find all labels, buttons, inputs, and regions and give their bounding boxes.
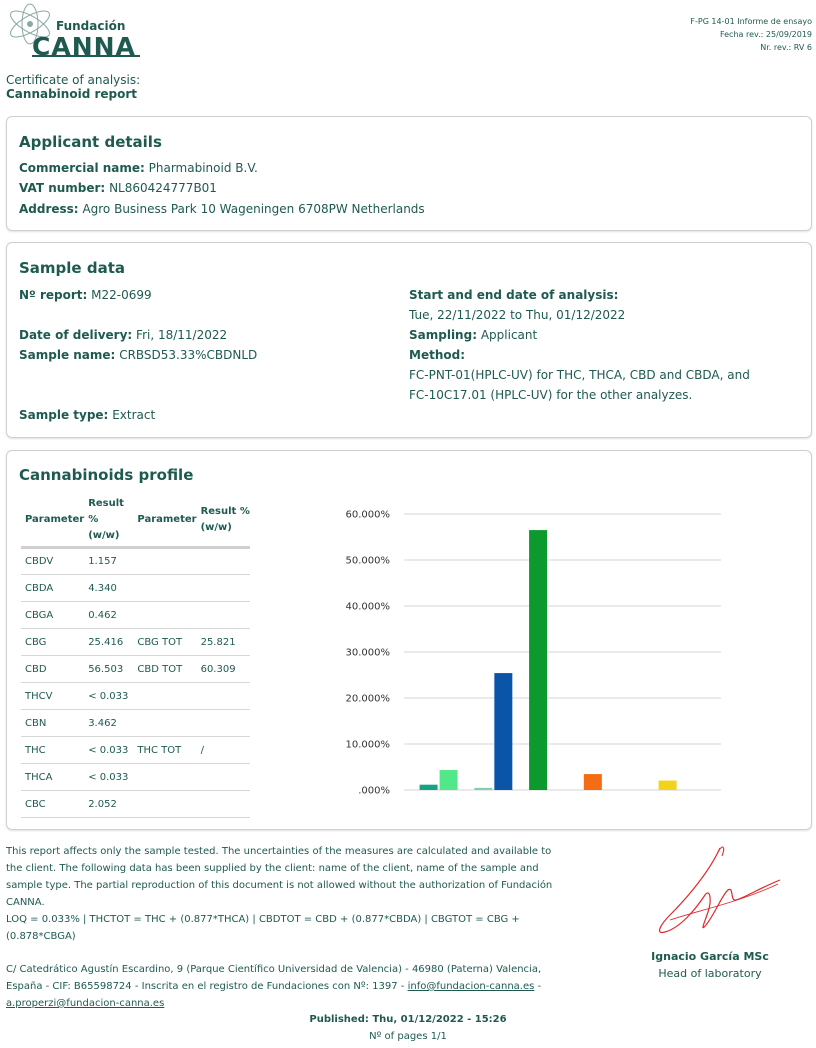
bar-cbd <box>529 530 547 790</box>
address <box>19 199 425 219</box>
col-parameter: Parameter <box>21 494 84 548</box>
applicant-details-box <box>6 116 812 231</box>
table-row <box>21 683 250 710</box>
table-cell-result2 <box>197 764 250 791</box>
email-link-properzi[interactable]: a.properzi@fundacion-canna.es <box>6 998 165 1009</box>
table-cell-result2: / <box>197 737 250 764</box>
table-cell-result2 <box>197 710 250 737</box>
logo-canna-text: CANNA <box>32 32 136 61</box>
col-result-2: Result % (w/w) <box>197 494 250 548</box>
footer <box>0 1011 816 1045</box>
table-cell-param: CBN <box>21 710 84 737</box>
table-cell-param: THCV <box>21 683 84 710</box>
analysis-dates-label-text: Start and end date of analysis: <box>409 288 619 302</box>
page-count: Nº of pages 1/1 <box>369 1031 447 1042</box>
y-tick-label: 40.000% <box>345 601 390 613</box>
table-cell-param: THCA <box>21 764 84 791</box>
vat-number <box>19 178 217 198</box>
table-row <box>21 764 250 791</box>
commercial-name-label: Commercial name: <box>19 161 145 175</box>
sample-type <box>19 405 155 425</box>
delivery-label: Date of delivery: <box>19 328 133 342</box>
signatory <box>620 948 800 982</box>
table-cell-param: CBD <box>21 656 84 683</box>
table-cell-param2 <box>133 548 196 575</box>
delivery-date <box>19 325 227 345</box>
analysis-dates-label <box>409 285 618 305</box>
table-cell-param2: CBG TOT <box>133 629 196 656</box>
logo <box>4 2 144 64</box>
table-cell-param2 <box>133 764 196 791</box>
table-row <box>21 548 250 575</box>
certificate-title <box>6 73 140 101</box>
table-cell-result: 0.462 <box>84 602 133 629</box>
table-cell-param2 <box>133 602 196 629</box>
y-tick-label: 60.000% <box>345 509 390 521</box>
bar-cbdv <box>420 785 438 790</box>
table-cell-result2 <box>197 548 250 575</box>
document-info <box>690 15 812 54</box>
table-cell-result: 1.157 <box>84 548 133 575</box>
bar-cbc <box>659 781 677 790</box>
signature-icon <box>650 840 790 940</box>
table-row <box>21 575 250 602</box>
bar-cbda <box>440 770 458 790</box>
table-cell-param: CBC <box>21 791 84 818</box>
cannabinoids-profile-box <box>6 450 812 830</box>
cannabinoid-table <box>21 494 250 818</box>
report-value: M22-0699 <box>91 288 152 302</box>
table-row <box>21 737 250 764</box>
cannabinoid-bar-chart <box>329 496 729 801</box>
sample-name-label: Sample name: <box>19 348 116 362</box>
y-tick-label: 50.000% <box>345 555 390 567</box>
table-cell-result2 <box>197 575 250 602</box>
method-label-text: Method: <box>409 348 465 362</box>
y-tick-label: 30.000% <box>345 647 390 659</box>
table-cell-param2 <box>133 683 196 710</box>
vat-label: VAT number: <box>19 181 106 195</box>
table-cell-result: 3.462 <box>84 710 133 737</box>
email-link-info[interactable]: info@fundacion-canna.es <box>407 981 535 992</box>
table-cell-param: THC <box>21 737 84 764</box>
table-cell-param2 <box>133 710 196 737</box>
delivery-value: Fri, 18/11/2022 <box>136 328 228 342</box>
sample-data-box <box>6 242 812 438</box>
table-row <box>21 791 250 818</box>
table-cell-result2: 60.309 <box>197 656 250 683</box>
logo-foundation-text: Fundación <box>56 19 126 33</box>
table-cell-result: < 0.033 <box>84 737 133 764</box>
bar-cbg <box>494 673 512 790</box>
report-number <box>19 285 152 305</box>
bar-cbn <box>584 774 602 790</box>
commercial-name <box>19 158 258 178</box>
applicant-heading: Applicant details <box>19 133 162 151</box>
table-cell-result2: 25.821 <box>197 629 250 656</box>
profile-heading: Cannabinoids profile <box>19 466 194 484</box>
certificate-line1: Certificate of analysis: <box>6 73 141 87</box>
sampling <box>409 325 537 345</box>
revision-number: Nr. rev.: RV 6 <box>760 43 812 52</box>
vat-value: NL860424777B01 <box>109 181 217 195</box>
table-cell-result2 <box>197 683 250 710</box>
col-result: Result % (w/w) <box>84 494 133 548</box>
sample-name-value: CRBSD53.33%CBDNLD <box>119 348 258 362</box>
signatory-name: Ignacio García MSc <box>651 950 769 963</box>
address-line2: España - CIF: B65598724 - Inscrita en el registro de Fundaciones con Nº: 1397 - info@fundacion-canna.es - <box>6 981 542 992</box>
table-row <box>21 602 250 629</box>
sampling-value: Applicant <box>480 328 538 342</box>
method-line1: FC-PNT-01(HPLC-UV) for THC, THCA, CBD and CBDA, and <box>409 368 750 382</box>
table-cell-param: CBGA <box>21 602 84 629</box>
address-line3 <box>6 995 606 1012</box>
table-cell-param2 <box>133 575 196 602</box>
sampling-label: Sampling: <box>409 328 477 342</box>
y-tick-label: .000% <box>358 785 390 797</box>
table-cell-result: 25.416 <box>84 629 133 656</box>
table-cell-param: CBDV <box>21 548 84 575</box>
sample-name <box>19 345 257 365</box>
method-label <box>409 345 465 365</box>
revision-date: Fecha rev.: 25/09/2019 <box>719 30 812 39</box>
note-line: LOQ = 0.033% | THCTOT = THC + (0.877*THCA) | CBDTOT = CBD + (0.877*CBDA) | CBGTOT = CBG + <box>6 914 520 925</box>
report-notes <box>6 843 606 945</box>
sample-heading: Sample data <box>19 259 125 277</box>
table-cell-param2 <box>133 791 196 818</box>
table-row <box>21 710 250 737</box>
note-line: CANNA. <box>6 897 45 908</box>
certificate-line2: Cannabinoid report <box>6 87 138 101</box>
organization-address <box>6 961 606 1012</box>
table-cell-result: 2.052 <box>84 791 133 818</box>
col-parameter-2: Parameter <box>133 494 196 548</box>
table-row <box>21 656 250 683</box>
sample-type-label: Sample type: <box>19 408 109 422</box>
table-cell-param: CBG <box>21 629 84 656</box>
table-row <box>21 629 250 656</box>
published-date: Published: Thu, 01/12/2022 - 15:26 <box>309 1014 507 1025</box>
sample-type-value: Extract <box>112 408 156 422</box>
commercial-name-value: Pharmabinoid B.V. <box>148 161 258 175</box>
report-label: Nº report: <box>19 288 88 302</box>
note-line: the client. The following data has been supplied by the client: name of the client, name of the sample and <box>6 863 539 874</box>
table-cell-param2: CBD TOT <box>133 656 196 683</box>
table-cell-result: < 0.033 <box>84 764 133 791</box>
address-value: Agro Business Park 10 Wageningen 6708PW Netherlands <box>82 202 425 216</box>
table-cell-result2 <box>197 602 250 629</box>
table-cell-param2: THC TOT <box>133 737 196 764</box>
table-cell-result: < 0.033 <box>84 683 133 710</box>
y-tick-label: 20.000% <box>345 693 390 705</box>
table-cell-result: 4.340 <box>84 575 133 602</box>
table-cell-param: CBDA <box>21 575 84 602</box>
doc-code: F-PG 14-01 Informe de ensayo <box>690 17 812 26</box>
analysis-dates-value: Tue, 22/11/2022 to Thu, 01/12/2022 <box>409 308 626 322</box>
bar-cbga <box>474 788 492 790</box>
note-line: This report affects only the sample tested. The uncertainties of the measures are calculated and available to <box>6 846 552 857</box>
signatory-role: Head of laboratory <box>658 967 762 980</box>
y-tick-label: 10.000% <box>345 739 390 751</box>
table-header-row <box>21 494 250 548</box>
method-line2: FC-10C17.01 (HPLC-UV) for the other analyzes. <box>409 388 693 402</box>
address-line1: C/ Catedrático Agustín Escardino, 9 (Parque Científico Universidad de Valencia) - 46980 (Paterna) Valencia, <box>6 964 542 975</box>
table-cell-result2 <box>197 791 250 818</box>
table-cell-result: 56.503 <box>84 656 133 683</box>
note-line: (0.878*CBGA) <box>6 931 76 942</box>
note-line: sample type. The partial reproduction of this document is not allowed without the authorization of Fundación <box>6 880 553 891</box>
address-label: Address: <box>19 202 79 216</box>
